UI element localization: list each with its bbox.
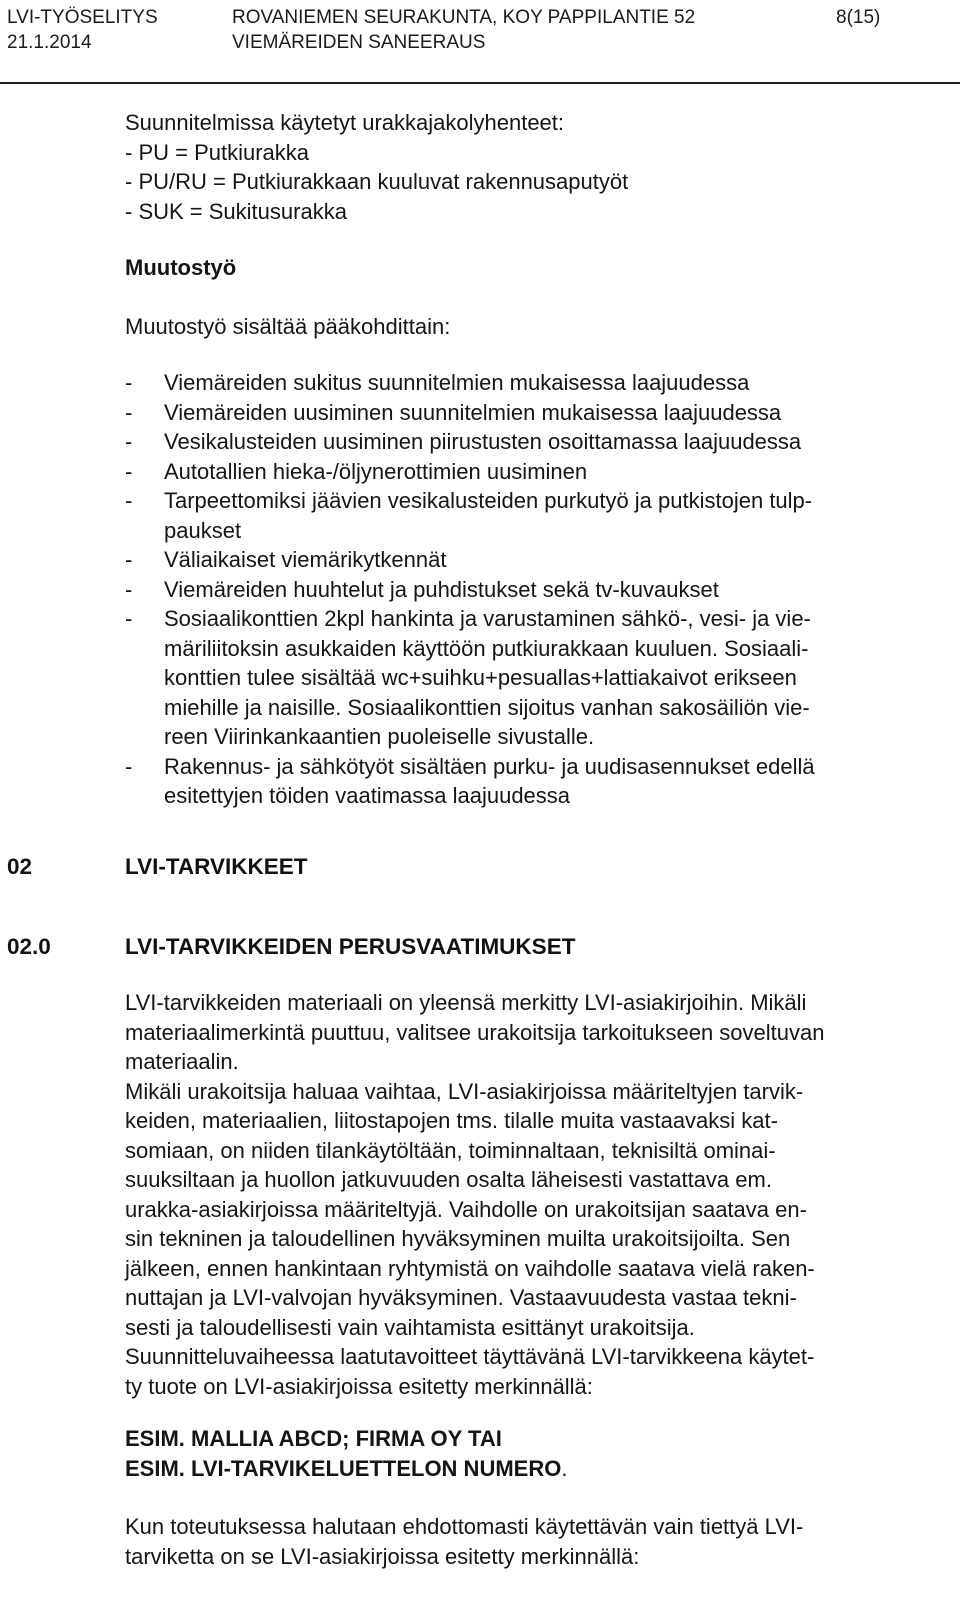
section-number: 02 xyxy=(7,854,33,879)
paragraph-line: sesti ja taloudellisesti vain vaihtamista esittänyt urakoitsija. xyxy=(125,1314,695,1340)
closing-paragraph xyxy=(125,1512,803,1571)
list-item-text: märiliitoksin asukkaiden käyttöön putkiurakkaan kuuluen. Sosiaali- xyxy=(164,635,809,661)
header-date: 21.1.2014 xyxy=(7,32,92,53)
paragraph-line: jälkeen, ennen hankintaan ryhtymistä on vaihdolle saatava vielä raken- xyxy=(125,1255,815,1281)
list-item-dash: - xyxy=(125,399,133,425)
list-item-text: konttien tulee sisältää wc+suihku+pesuallas+lattiakaivot erikseen xyxy=(164,665,797,690)
header-doc-type: LVI-TYÖSELITYS xyxy=(7,7,158,28)
list-item-text: Sosiaalikonttien 2kpl hankinta ja varustaminen sähkö-, vesi- ja vie- xyxy=(164,606,811,631)
list-item-text: Viemäreiden huuhtelut ja puhdistukset sekä tv-kuvaukset xyxy=(164,576,719,602)
paragraph-line: nuttajan ja LVI-valvojan hyväksyminen. Vastaavuudesta vastaa tekni- xyxy=(125,1285,797,1310)
paragraph-line: keiden, materiaalien, liitostapojen tms. tilalle muita vastaavaksi kat- xyxy=(125,1108,778,1133)
list-item-dash: - xyxy=(125,458,133,484)
closing-line: Kun toteutuksessa halutaan ehdottomasti käytettävän vain tiettyä LVI- xyxy=(125,1514,804,1539)
closing-line: tarviketta on se LVI-asiakirjoissa esitetty merkinnällä: xyxy=(125,1543,640,1569)
example-line: ESIM. MALLIA ABCD; FIRMA OY TAI xyxy=(125,1426,502,1451)
abbreviations-block xyxy=(125,108,628,226)
paragraph-line: urakka-asiakirjoissa määriteltyjä. Vaihdolle on urakoitsijan saatava en- xyxy=(125,1196,807,1222)
paragraph-line: ty tuote on LVI-asiakirjoissa esitetty merkinnällä: xyxy=(125,1373,593,1399)
list-item-text: miehille ja naisille. Sosiaalikonttien sijoitus vanhan sakosäiliön vie- xyxy=(164,694,810,720)
paragraph-line: LVI-tarvikkeiden materiaali on yleensä merkitty LVI-asiakirjoihin. Mikäli xyxy=(125,990,807,1015)
list-item-text: paukset xyxy=(164,517,242,543)
subsection-number: 02.0 xyxy=(7,934,51,959)
list-item-dash: - xyxy=(125,370,133,395)
muutostyo-intro: Muutostyö sisältää pääkohdittain: xyxy=(125,314,451,339)
list-item-text: Rakennus- ja sähkötyöt sisältäen purku- ja uudisasennukset edellä xyxy=(164,753,815,779)
paragraph-line: sin tekninen ja taloudellinen hyväksyminen muilta urakoitsijoilta. Sen xyxy=(125,1226,791,1251)
example-block xyxy=(125,1424,567,1483)
list-item-dash: - xyxy=(125,547,133,572)
paragraph-line: materiaalimerkintä puuttuu, valitsee urakoitsija tarkoitukseen soveltuvan xyxy=(125,1019,825,1045)
list-item-text: Autotallien hieka-/öljynerottimien uusiminen xyxy=(164,458,588,484)
abbreviation-item: - SUK = Sukitusurakka xyxy=(125,198,347,224)
header-page-number: 8(15) xyxy=(836,7,881,28)
example-line-period: . xyxy=(561,1455,568,1481)
subsection-title: LVI-TARVIKKEIDEN PERUSVAATIMUKSET xyxy=(125,934,576,959)
example-line-bold: ESIM. LVI-TARVIKELUETTELON NUMERO xyxy=(125,1455,562,1481)
abbreviation-item: - PU/RU = Putkiurakkaan kuuluvat rakennusaputyöt xyxy=(125,169,629,194)
list-item-text: Viemäreiden sukitus suunnitelmien mukaisessa laajuudessa xyxy=(164,370,750,395)
list-item-text: Tarpeettomiksi jäävien vesikalusteiden purkutyö ja putkistojen tulp- xyxy=(164,488,813,513)
abbreviation-item: - PU = Putkiurakka xyxy=(125,139,310,165)
paragraph-line: somiaan, on niiden tilankäytöltään, toiminnaltaan, teknisiltä ominai- xyxy=(125,1137,776,1163)
paragraph-line: Mikäli urakoitsija haluaa vaihtaa, LVI-asiakirjoissa määriteltyjen tarvik- xyxy=(125,1078,804,1104)
paragraph-line: materiaalin. xyxy=(125,1049,239,1074)
list-item-dash: - xyxy=(125,429,133,454)
section-title: LVI-TARVIKKEET xyxy=(125,854,308,879)
requirements-paragraph xyxy=(125,988,824,1401)
list-item-dash: - xyxy=(125,606,133,631)
list-item-text: Väliaikaiset viemärikytkennät xyxy=(164,547,447,572)
list-item-dash: - xyxy=(125,488,133,513)
list-item-text: Viemäreiden uusiminen suunnitelmien mukaisessa laajuudessa xyxy=(164,399,782,425)
header-divider xyxy=(0,82,960,84)
muutostyo-heading: Muutostyö xyxy=(125,255,237,280)
paragraph-line: suuksiltaan ja huollon jatkuvuuden osalta läheisesti vastattava em. xyxy=(125,1167,772,1192)
list-item-dash: - xyxy=(125,576,133,602)
paragraph-line: Suunnitteluvaiheessa laatutavoitteet täyttävänä LVI-tarvikkeena käytet- xyxy=(125,1344,815,1369)
list-item-dash: - xyxy=(125,753,133,779)
example-line xyxy=(125,1454,567,1484)
list-item-text: esitettyjen töiden vaatimassa laajuudessa xyxy=(164,783,571,808)
list-item-text: Vesikalusteiden uusiminen piirustusten osoittamassa laajuudessa xyxy=(164,429,802,454)
list-item-text: reen Viirinkankaantien puoleiselle sivustalle. xyxy=(164,724,595,749)
abbreviations-title: Suunnitelmissa käytetyt urakkajakolyhenteet: xyxy=(125,110,565,135)
header-subtitle: VIEMÄREIDEN SANEERAUS xyxy=(232,32,486,53)
header-project: ROVANIEMEN SEURAKUNTA, KOY PAPPILANTIE 52 xyxy=(232,7,696,28)
